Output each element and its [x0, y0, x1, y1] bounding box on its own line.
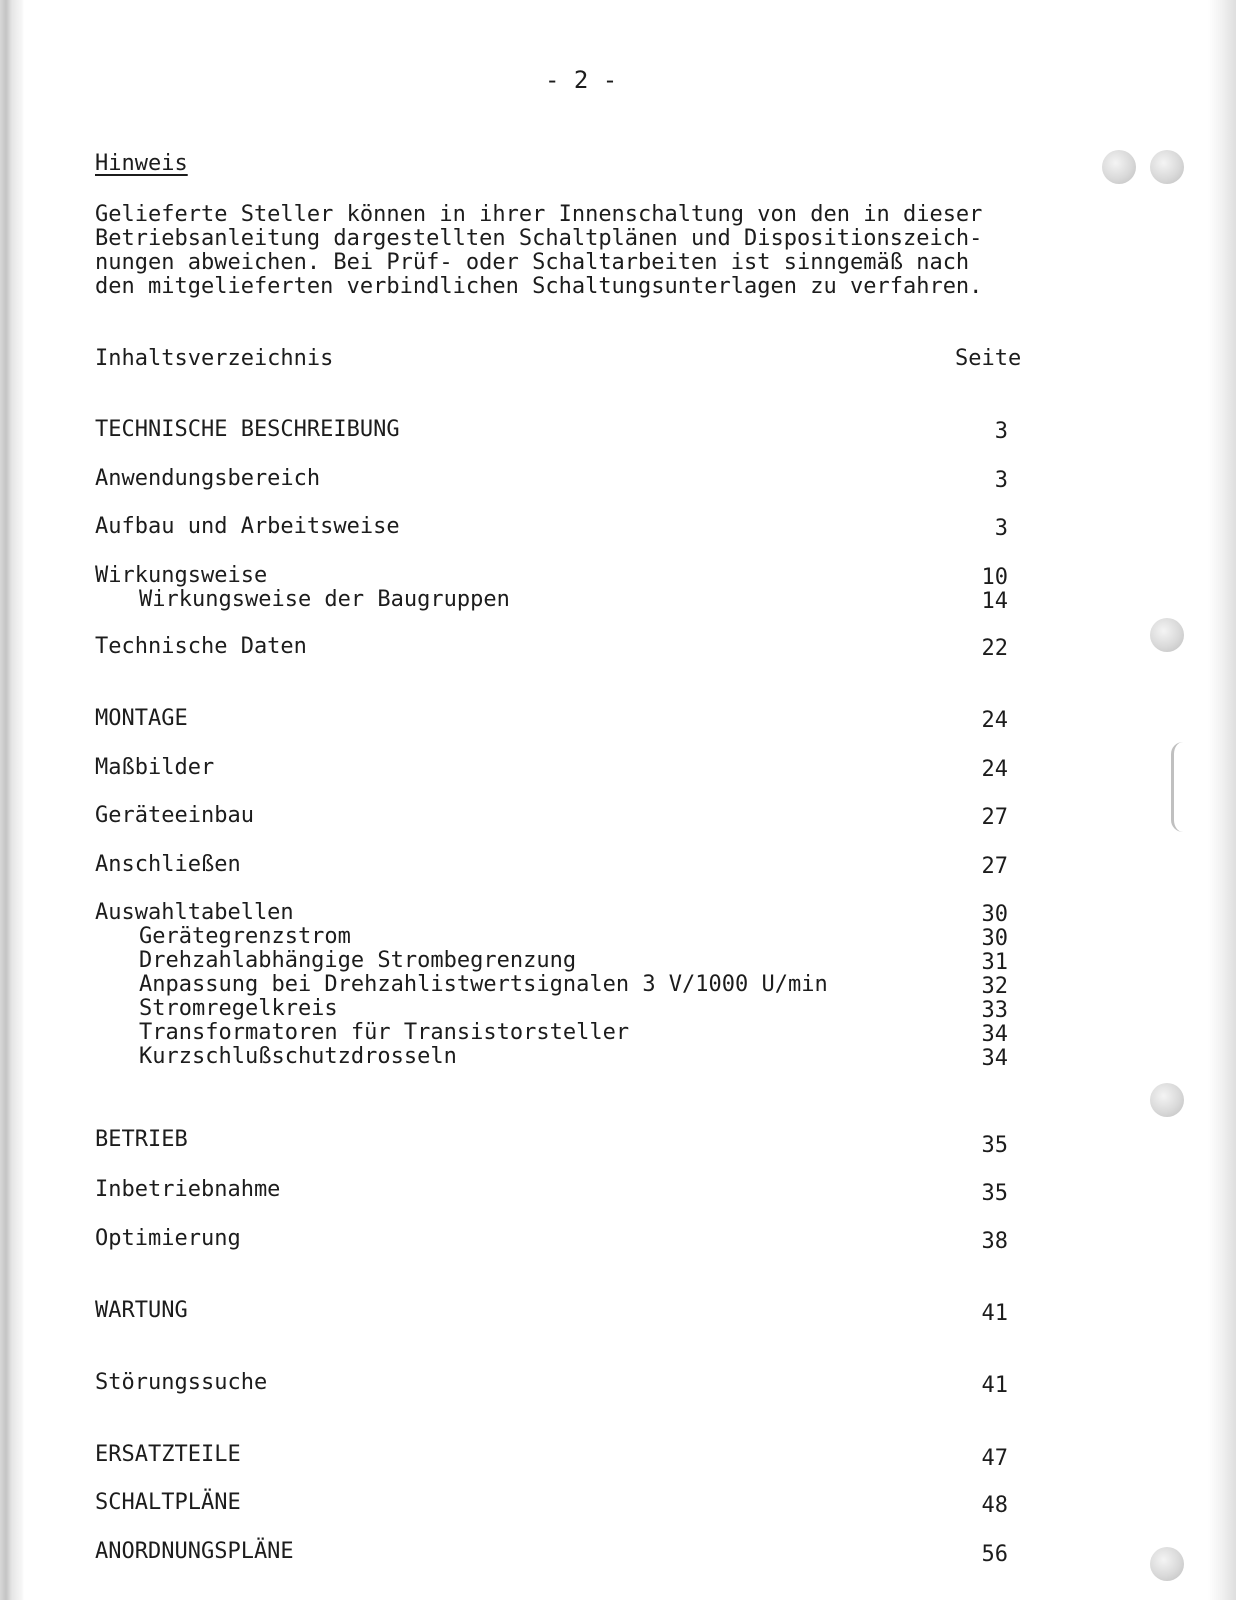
toc-page-number: 35 — [981, 1133, 1008, 1158]
toc-page-number: 34 — [981, 1022, 1008, 1047]
toc-section-title: MONTAGE — [95, 706, 188, 731]
toc-entry-title: Aufbau und Arbeitsweise — [95, 514, 400, 539]
toc-subentry-title: Kurzschlußschutzdrosseln — [139, 1044, 457, 1069]
toc-page-number: 3 — [994, 468, 1008, 493]
toc-page-number: 47 — [981, 1446, 1008, 1471]
toc-section-title: SCHALTPLÄNE — [95, 1490, 241, 1515]
toc-page-number: 31 — [981, 950, 1008, 975]
toc-page-number: 38 — [981, 1229, 1008, 1254]
toc-page-number: 32 — [981, 974, 1008, 999]
toc-subentry-title: Transformatoren für Transistorsteller — [139, 1020, 630, 1045]
page-right-shadow — [1208, 0, 1236, 1600]
toc-page-number: 10 — [981, 565, 1008, 590]
toc-page-number: 33 — [981, 998, 1008, 1023]
toc-page-number: 24 — [981, 708, 1008, 733]
toc-entry-title: Wirkungsweise — [95, 563, 268, 588]
toc-page-number: 27 — [981, 854, 1008, 879]
punch-hole-icon — [1150, 1083, 1184, 1117]
toc-section-title: BETRIEB — [95, 1127, 188, 1152]
toc-page-number: 35 — [981, 1181, 1008, 1206]
page-number: - 2 - — [545, 66, 618, 94]
note-line: nungen abweichen. Bei Prüf- oder Schaltarbeiten ist sinngemäß nach — [95, 250, 970, 275]
punch-hole-icon — [1150, 618, 1184, 652]
toc-page-number: 24 — [981, 757, 1008, 782]
toc-page-number: 56 — [981, 1542, 1008, 1567]
note-line: den mitgelieferten verbindlichen Schaltungsunterlagen zu verfahren. — [95, 274, 983, 299]
toc-page-number: 48 — [981, 1493, 1008, 1518]
page-left-edge — [0, 0, 24, 1600]
punch-hole-icon — [1150, 1547, 1184, 1581]
toc-section-title: WARTUNG — [95, 1298, 188, 1323]
toc-subentry-title: Drehzahlabhängige Strombegrenzung — [139, 948, 577, 973]
punch-hole-icon — [1150, 150, 1184, 184]
toc-entry-title: Maßbilder — [95, 755, 215, 780]
toc-entry-title: Technische Daten — [95, 634, 307, 659]
toc-entry-title: Anwendungsbereich — [95, 466, 321, 491]
toc-page-number: 3 — [994, 419, 1008, 444]
toc-entry-title: Auswahltabellen — [95, 900, 294, 925]
paper-mark — [1171, 742, 1184, 832]
toc-page-number: 41 — [981, 1301, 1008, 1326]
toc-page-number: 41 — [981, 1373, 1008, 1398]
toc-page-number: 30 — [981, 902, 1008, 927]
note-line: Gelieferte Steller können in ihrer Innenschaltung von den in dieser — [95, 202, 983, 227]
toc-section-title: ANORDNUNGSPLÄNE — [95, 1539, 294, 1564]
toc-page-number: 34 — [981, 1046, 1008, 1071]
toc-section-title: TECHNISCHE BESCHREIBUNG — [95, 417, 400, 442]
toc-page-column-label: Seite — [955, 346, 1022, 371]
toc-entry-title: Inbetriebnahme — [95, 1177, 281, 1202]
toc-page-number: 3 — [994, 516, 1008, 541]
toc-entry-title: Geräteeinbau — [95, 803, 254, 828]
toc-subentry-title: Anpassung bei Drehzahlistwertsignalen 3 V/1000 U/min — [139, 972, 828, 997]
toc-entry-title: Optimierung — [95, 1226, 241, 1251]
toc-subentry-title: Wirkungsweise der Baugruppen — [139, 587, 510, 612]
toc-page-number: 22 — [981, 636, 1008, 661]
toc-page-number: 30 — [981, 926, 1008, 951]
toc-section-title: ERSATZTEILE — [95, 1442, 241, 1467]
note-line: Betriebsanleitung dargestellten Schaltplänen und Dispositionszeich- — [95, 226, 983, 251]
toc-entry-title: Anschließen — [95, 852, 241, 877]
punch-hole-icon — [1102, 150, 1136, 184]
toc-page-number: 27 — [981, 805, 1008, 830]
toc-subentry-title: Stromregelkreis — [139, 996, 338, 1021]
note-heading: Hinweis — [95, 151, 188, 176]
toc-page-number: 14 — [981, 589, 1008, 614]
toc-subentry-title: Gerätegrenzstrom — [139, 924, 351, 949]
toc-heading: Inhaltsverzeichnis — [95, 346, 334, 371]
toc-entry-title: Störungssuche — [95, 1370, 268, 1395]
